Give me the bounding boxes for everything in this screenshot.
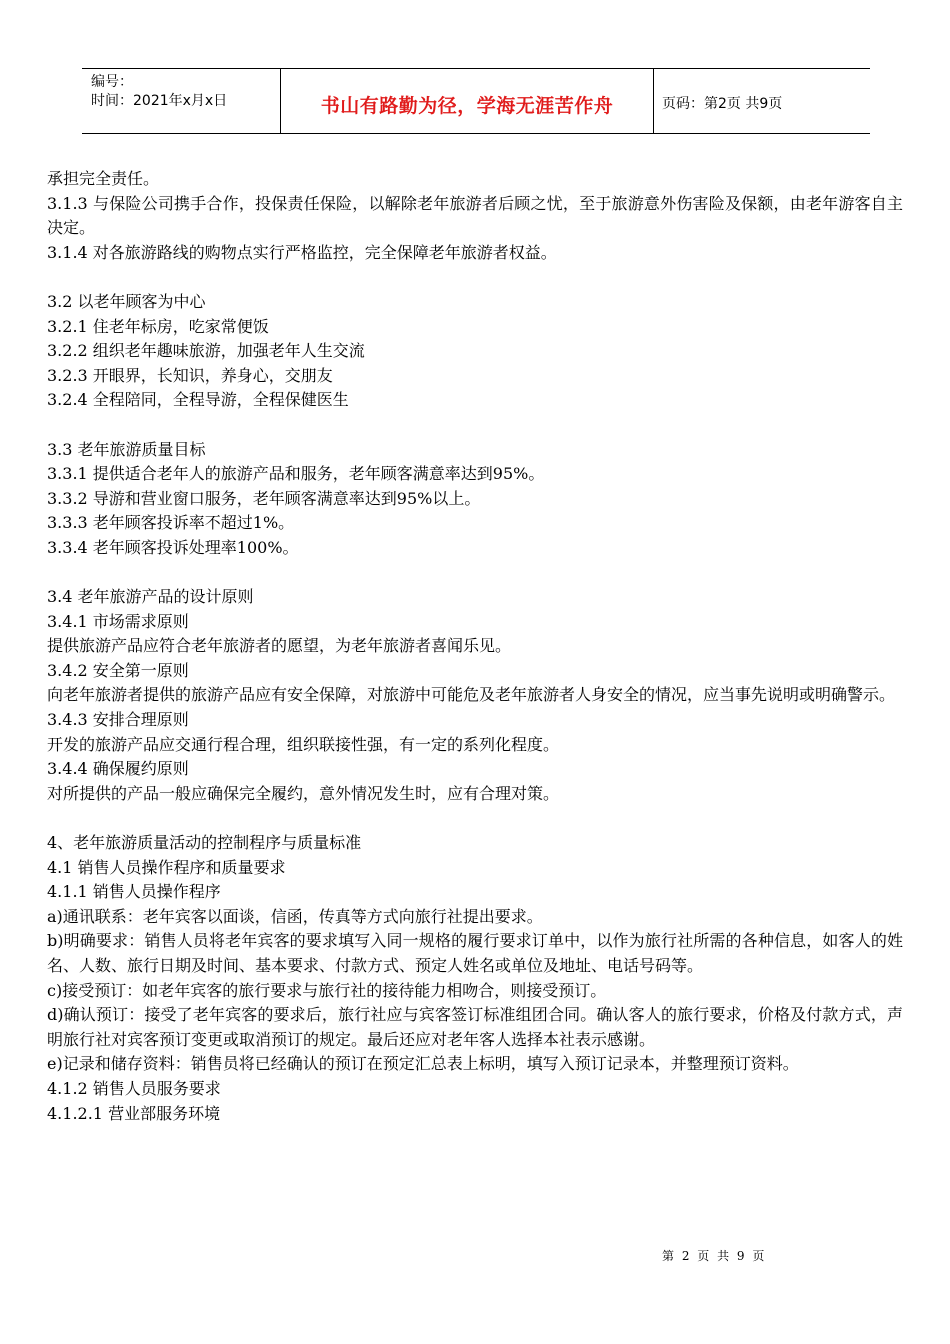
body-paragraph: d)确认预订：接受了老年宾客的要求后，旅行社应与宾客签订标准组团合同。确认客人的旅行要求，价格及付款方式，声明旅行社对宾客预订变更或取消预订的规定。最后还应对老年客人选择本社表示感谢。	[47, 1005, 903, 1049]
body-paragraph: 4.1.2 销售人员服务要求	[47, 1078, 221, 1098]
body-paragraph: 3.4.4 确保履约原则	[47, 759, 189, 779]
body-paragraph: 4.1 销售人员操作程序和质量要求	[47, 857, 286, 877]
body-paragraph: 3.4.1 市场需求原则	[47, 611, 189, 631]
blank-line	[47, 806, 903, 831]
body-paragraph: 承担完全责任。	[47, 169, 160, 188]
header-page-info: 页码：第2页 共9页	[662, 96, 783, 112]
body-paragraph: 3.1.3 与保险公司携手合作，投保责任保险，以解除老年旅游者后顾之忧，至于旅游意外伤害险及保额，由老年游客自主决定。	[47, 193, 903, 238]
body-paragraph: 4.1.2.1 营业部服务环境	[47, 1103, 221, 1123]
body-paragraph: 3.4 老年旅游产品的设计原则	[47, 587, 254, 607]
body-paragraph: 3.2.4 全程陪同，全程导游，全程保健医生	[47, 390, 349, 410]
body-paragraph: 3.2.2 组织老年趣味旅游，加强老年人生交流	[47, 341, 365, 361]
body-paragraph: 向老年旅游者提供的旅游产品应有安全保障，对旅游中可能危及老年旅游者人身安全的情况，应当事先说明或明确警示。	[47, 685, 896, 705]
header-number-label: 编号：	[91, 74, 133, 90]
body-paragraph: 提供旅游产品应符合老年旅游者的愿望，为老年旅游者喜闻乐见。	[47, 636, 512, 656]
body-paragraph: 3.2 以老年顾客为中心	[47, 291, 206, 311]
header-time-label: 时间：2021年x月x日	[91, 93, 228, 109]
body-paragraph: 4.1.1 销售人员操作程序	[47, 882, 221, 902]
body-paragraph: 3.4.3 安排合理原则	[47, 710, 189, 730]
body-paragraph: 3.3.2 导游和营业窗口服务，老年顾客满意率达到95%以上。	[47, 488, 481, 508]
body-paragraph: 3.3.3 老年顾客投诉率不超过1%。	[47, 513, 295, 533]
body-paragraph: 3.2.3 开眼界，长知识，养身心，交朋友	[47, 365, 333, 385]
body-paragraph: 对所提供的产品一般应确保完全履约，意外情况发生时，应有合理对策。	[47, 783, 560, 803]
header-meta	[82, 69, 281, 133]
body-paragraph: 3.3.4 老年顾客投诉处理率100%。	[47, 537, 299, 557]
header-motto: 书山有路勤为径，学海无涯苦作舟	[320, 94, 614, 117]
body-paragraph: 开发的旅游产品应交通行程合理，组织联接性强，有一定的系列化程度。	[47, 734, 560, 754]
body-paragraph: a)通讯联系：老年宾客以面谈，信函，传真等方式向旅行社提出要求。	[47, 906, 543, 926]
body-paragraph: 3.3.1 提供适合老年人的旅游产品和服务，老年顾客满意率达到95%。	[47, 464, 545, 484]
body-paragraph: e)记录和储存资料：销售员将已经确认的预订在预定汇总表上标明，填写入预订记录本，并整理预订资料。	[47, 1054, 799, 1074]
blank-line	[47, 413, 903, 438]
body-paragraph: c)接受预订：如老年宾客的旅行要求与旅行社的接待能力相吻合，则接受预订。	[47, 980, 607, 1000]
body-paragraph: 3.4.2 安全第一原则	[47, 660, 189, 680]
body-paragraph: 3.3 老年旅游质量目标	[47, 439, 206, 459]
page-footer: 第 2 页 共 9 页	[662, 1249, 767, 1263]
blank-line	[47, 265, 903, 290]
header-motto-cell	[281, 69, 654, 133]
body-paragraph: 3.1.4 对各旅游路线的购物点实行严格监控，完全保障老年旅游者权益。	[47, 242, 557, 262]
page-header	[82, 68, 870, 134]
body-paragraph: 4、老年旅游质量活动的控制程序与质量标准	[47, 833, 362, 853]
body-paragraph: b)明确要求：销售人员将老年宾客的要求填写入同一规格的履行要求订单中，以作为旅行社所需的各种信息，如客人的姓名、人数、旅行日期及时间、基本要求、付款方式、预定人姓名或单位及地址、电话号码等。	[47, 931, 903, 975]
blank-line	[47, 561, 903, 586]
body-paragraph: 3.2.1 住老年标房，吃家常便饭	[47, 316, 269, 336]
document-body	[47, 167, 903, 1126]
